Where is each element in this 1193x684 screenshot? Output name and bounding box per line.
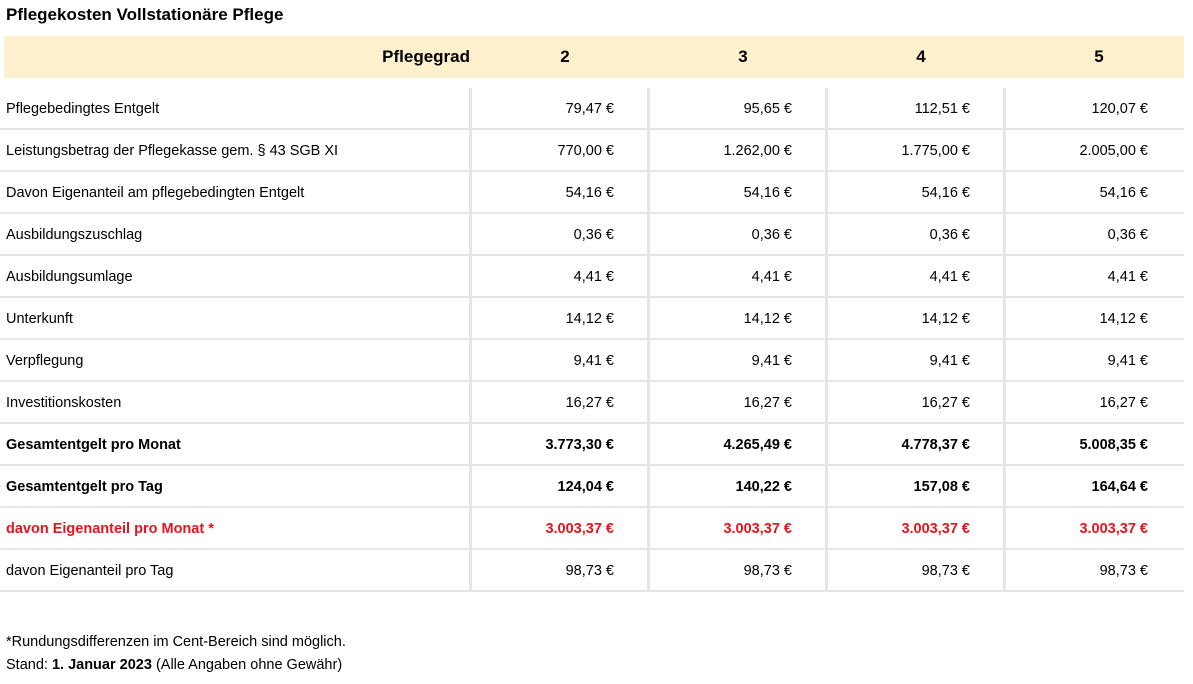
row-value-grade-2: 3.003,37 €	[545, 521, 614, 537]
table-row	[0, 466, 1193, 508]
row-value-grade-2: 54,16 €	[565, 185, 614, 201]
row-value-grade-3: 14,12 €	[743, 311, 792, 327]
row-value-grade-4: 157,08 €	[913, 479, 970, 495]
table-row	[0, 550, 1193, 592]
row-value-grade-5: 9,41 €	[1107, 353, 1148, 369]
row-value-grade-3: 3.003,37 €	[723, 521, 792, 537]
row-label: Davon Eigenanteil am pflegebedingten Entgelt	[6, 185, 305, 201]
cost-table-body	[0, 88, 1193, 592]
page-title: Pflegekosten Vollstationäre Pflege	[6, 5, 284, 24]
row-label: davon Eigenanteil pro Monat *	[6, 521, 214, 537]
table-row	[0, 256, 1193, 298]
row-value-grade-2: 79,47 €	[565, 101, 614, 117]
row-value-grade-3: 95,65 €	[743, 101, 792, 117]
row-value-grade-2: 4,41 €	[573, 269, 614, 285]
row-separator	[0, 590, 1184, 592]
row-label: Gesamtentgelt pro Monat	[6, 437, 181, 453]
row-value-grade-4: 4.778,37 €	[901, 437, 970, 453]
header-grade-3: 3	[738, 47, 748, 66]
table-row	[0, 508, 1193, 550]
row-value-grade-4: 16,27 €	[921, 395, 970, 411]
row-value-grade-5: 4,41 €	[1107, 269, 1148, 285]
row-value-grade-5: 0,36 €	[1107, 227, 1148, 243]
table-row	[0, 382, 1193, 424]
row-label: Pflegebedingtes Entgelt	[6, 101, 160, 117]
table-header	[4, 36, 1184, 78]
row-value-grade-5: 164,64 €	[1091, 479, 1148, 495]
row-value-grade-3: 54,16 €	[743, 185, 792, 201]
row-value-grade-3: 1.262,00 €	[723, 143, 792, 159]
stand-suffix: (Alle Angaben ohne Gewähr)	[151, 657, 343, 673]
row-value-grade-2: 124,04 €	[557, 479, 614, 495]
row-value-grade-4: 4,41 €	[929, 269, 970, 285]
row-label: Leistungsbetrag der Pflegekasse gem. § 43 SGB XI	[6, 143, 339, 159]
stand-date: 1. Januar 2023	[51, 657, 152, 673]
row-value-grade-5: 98,73 €	[1099, 563, 1148, 579]
row-label: Gesamtentgelt pro Tag	[6, 479, 163, 495]
row-value-grade-4: 0,36 €	[929, 227, 970, 243]
row-label: Investitionskosten	[6, 395, 122, 411]
table-row	[0, 172, 1193, 214]
table-row	[0, 298, 1193, 340]
table-row	[0, 88, 1193, 130]
row-value-grade-5: 120,07 €	[1091, 101, 1148, 117]
row-value-grade-2: 14,12 €	[565, 311, 614, 327]
row-value-grade-2: 770,00 €	[557, 143, 614, 159]
row-value-grade-3: 4.265,49 €	[723, 437, 792, 453]
row-value-grade-2: 16,27 €	[565, 395, 614, 411]
row-value-grade-2: 98,73 €	[565, 563, 614, 579]
row-value-grade-2: 9,41 €	[573, 353, 614, 369]
row-value-grade-3: 9,41 €	[751, 353, 792, 369]
footnote-stand	[6, 657, 342, 673]
row-label: Ausbildungsumlage	[6, 269, 133, 285]
row-value-grade-4: 14,12 €	[921, 311, 970, 327]
row-label: Ausbildungszuschlag	[6, 227, 143, 243]
row-value-grade-5: 5.008,35 €	[1079, 437, 1148, 453]
header-grade-5: 5	[1094, 47, 1104, 66]
footnote-rounding: *Rundungsdifferenzen im Cent-Bereich sind möglich.	[6, 634, 346, 650]
row-value-grade-5: 54,16 €	[1099, 185, 1148, 201]
row-value-grade-4: 9,41 €	[929, 353, 970, 369]
row-value-grade-3: 98,73 €	[743, 563, 792, 579]
row-value-grade-3: 140,22 €	[735, 479, 792, 495]
row-value-grade-4: 3.003,37 €	[901, 521, 970, 537]
table-row	[0, 424, 1193, 466]
header-grade-4: 4	[916, 47, 926, 66]
row-value-grade-4: 112,51 €	[914, 101, 970, 117]
row-label: davon Eigenanteil pro Tag	[6, 563, 174, 579]
row-label: Verpflegung	[6, 353, 84, 369]
row-value-grade-4: 98,73 €	[921, 563, 970, 579]
header-grade-2: 2	[560, 47, 570, 66]
row-value-grade-5: 14,12 €	[1099, 311, 1148, 327]
row-value-grade-3: 0,36 €	[751, 227, 792, 243]
table-row	[0, 130, 1193, 172]
row-value-grade-5: 2.005,00 €	[1079, 143, 1148, 159]
row-value-grade-2: 0,36 €	[573, 227, 614, 243]
row-value-grade-3: 4,41 €	[751, 269, 792, 285]
row-value-grade-5: 3.003,37 €	[1079, 521, 1148, 537]
row-value-grade-4: 1.775,00 €	[901, 143, 970, 159]
table-row	[0, 340, 1193, 382]
row-value-grade-4: 54,16 €	[921, 185, 970, 201]
stand-prefix: Stand:	[6, 657, 52, 673]
header-pflegegrad-label: Pflegegrad	[382, 47, 470, 66]
row-label: Unterkunft	[6, 311, 73, 327]
row-value-grade-2: 3.773,30 €	[545, 437, 614, 453]
row-value-grade-3: 16,27 €	[743, 395, 792, 411]
row-value-grade-5: 16,27 €	[1099, 395, 1148, 411]
table-row	[0, 214, 1193, 256]
